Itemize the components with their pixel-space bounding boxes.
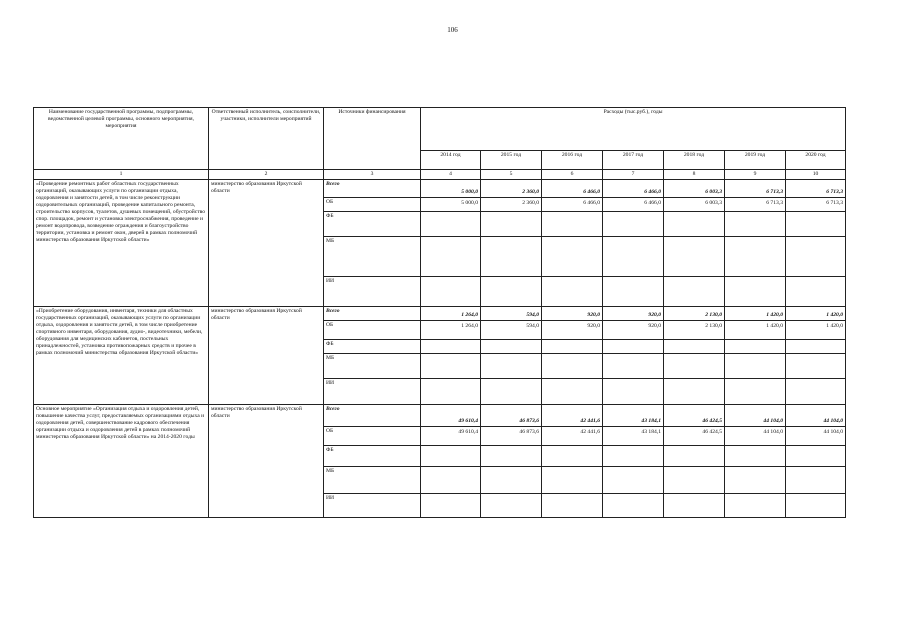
column-number: 5 xyxy=(481,170,542,180)
column-number: 9 xyxy=(725,170,786,180)
header-year: 2020 год xyxy=(786,151,846,170)
expense-value: 6 003,3 xyxy=(664,179,725,197)
expense-value xyxy=(481,378,542,404)
expense-value xyxy=(542,378,603,404)
header-year: 2016 год xyxy=(542,151,603,170)
expense-value xyxy=(603,276,664,306)
expense-value: 6 466,0 xyxy=(542,197,603,211)
expense-value xyxy=(664,445,725,466)
expense-value: 42 441,6 xyxy=(542,404,603,426)
expense-value: 42 441,6 xyxy=(542,426,603,445)
expense-value: 44 104,0 xyxy=(725,426,786,445)
funding-source: Всего xyxy=(324,404,421,426)
funding-source: ОБ xyxy=(324,197,421,211)
expense-value xyxy=(664,466,725,493)
expense-value: 46 424,5 xyxy=(664,426,725,445)
expense-value: 1 420,0 xyxy=(786,306,846,320)
funding-source: ФБ xyxy=(324,211,421,236)
expense-value xyxy=(481,339,542,353)
expense-value xyxy=(421,211,481,236)
executor-name: министерство образования Иркутской области xyxy=(209,404,324,517)
expense-value xyxy=(664,378,725,404)
expense-value xyxy=(542,466,603,493)
funding-source: МБ xyxy=(324,236,421,276)
expense-value xyxy=(603,353,664,378)
program-description: «Приобретение оборудования, инвентаря, техники для областных государственных организаций, оказывающих услуги по организации отдыха, оздоровления и занятости детей, в том числе приобретение спортивного инвентаря, оборудования, аудио-, видеотехники, мебели, оборудования для медицинских кабинетов, постельных принадлежностей, установка противопожарных средств и прочее в рамках полномочий министерства образования Иркутской области» xyxy=(34,306,209,404)
expense-value xyxy=(664,276,725,306)
expense-value xyxy=(725,211,786,236)
expense-value: 6 713,3 xyxy=(725,179,786,197)
expense-value xyxy=(603,493,664,517)
expense-value: 6 003,3 xyxy=(664,197,725,211)
expense-value: 6 466,0 xyxy=(603,197,664,211)
expense-value xyxy=(542,276,603,306)
budget-table xyxy=(33,107,846,518)
funding-source: ФБ xyxy=(324,445,421,466)
header-expenses: Расходы (тыс.руб.), годы xyxy=(421,108,846,151)
expense-value xyxy=(603,236,664,276)
expense-value xyxy=(542,211,603,236)
expense-value: 594,0 xyxy=(481,320,542,339)
funding-source: МБ xyxy=(324,353,421,378)
funding-source: ИИ xyxy=(324,378,421,404)
expense-value xyxy=(603,339,664,353)
expense-value: 2 130,0 xyxy=(664,320,725,339)
header-year: 2015 год xyxy=(481,151,542,170)
page-number: 106 xyxy=(447,26,458,34)
expense-value xyxy=(786,466,846,493)
expense-value xyxy=(421,353,481,378)
expense-value: 2 360,0 xyxy=(481,179,542,197)
expense-value xyxy=(664,339,725,353)
expense-value xyxy=(481,445,542,466)
expense-value xyxy=(542,353,603,378)
column-number: 3 xyxy=(324,170,421,180)
column-number: 8 xyxy=(664,170,725,180)
expense-value xyxy=(725,445,786,466)
expense-value xyxy=(664,493,725,517)
header-year: 2014 год xyxy=(421,151,481,170)
expense-value xyxy=(786,378,846,404)
funding-source: Всего xyxy=(324,306,421,320)
expense-value xyxy=(725,276,786,306)
expense-value xyxy=(542,445,603,466)
header-year: 2019 год xyxy=(725,151,786,170)
expense-value: 1 264,0 xyxy=(421,320,481,339)
expense-value xyxy=(603,378,664,404)
expense-value xyxy=(725,378,786,404)
expense-value xyxy=(786,353,846,378)
column-number: 10 xyxy=(786,170,846,180)
executor-name: министерство образования Иркутской области xyxy=(209,306,324,404)
expense-value xyxy=(786,236,846,276)
expense-value xyxy=(664,211,725,236)
expense-value: 1 420,0 xyxy=(786,320,846,339)
expense-value xyxy=(481,211,542,236)
table-body xyxy=(34,179,846,517)
expense-value: 43 184,1 xyxy=(603,404,664,426)
expense-value xyxy=(481,276,542,306)
expense-value: 920,0 xyxy=(603,306,664,320)
header-program: Наименование государственной программы, подпрограммы, ведомственной целевой программы, основного мероприятия, мероприятия xyxy=(34,108,209,170)
expense-value: 43 184,1 xyxy=(603,426,664,445)
expense-value: 5 000,0 xyxy=(421,179,481,197)
column-number: 1 xyxy=(34,170,209,180)
expense-value: 1 420,0 xyxy=(725,306,786,320)
expense-value xyxy=(481,353,542,378)
funding-source: ОБ xyxy=(324,426,421,445)
expense-value xyxy=(786,339,846,353)
expense-value xyxy=(421,466,481,493)
column-number: 2 xyxy=(209,170,324,180)
expense-value: 49 610,4 xyxy=(421,404,481,426)
expense-value xyxy=(725,493,786,517)
column-number: 6 xyxy=(542,170,603,180)
expense-value: 6 466,0 xyxy=(542,179,603,197)
expense-value: 1 264,0 xyxy=(421,306,481,320)
expense-value xyxy=(786,445,846,466)
expense-value xyxy=(603,466,664,493)
expense-value xyxy=(542,236,603,276)
expense-value: 44 104,0 xyxy=(786,426,846,445)
expense-value: 2 360,0 xyxy=(481,197,542,211)
expense-value: 46 873,6 xyxy=(481,426,542,445)
header-executor: Ответственный исполнитель, соисполнители, участники, исполнители мероприятий xyxy=(209,108,324,170)
expense-value xyxy=(603,445,664,466)
expense-value: 6 713,3 xyxy=(725,197,786,211)
funding-source: ИИ xyxy=(324,493,421,517)
expense-value xyxy=(421,339,481,353)
program-description: Основное мероприятие «Организация отдыха и оздоровления детей, повышение качества услуг, предоставляемых организациями отдыха и оздоровления детей, совершенствование кадрового обеспечения организации отдыха и оздоровления детей в рамках полномочий министерства образования Иркутской области» на 2014-2020 годы xyxy=(34,404,209,517)
expense-value: 594,0 xyxy=(481,306,542,320)
column-number: 4 xyxy=(421,170,481,180)
funding-source: ОБ xyxy=(324,320,421,339)
expense-value: 5 000,0 xyxy=(421,197,481,211)
expense-value xyxy=(481,493,542,517)
table-row xyxy=(34,306,846,320)
expense-value xyxy=(725,339,786,353)
expense-value: 6 713,3 xyxy=(786,179,846,197)
expense-value: 920,0 xyxy=(603,320,664,339)
funding-source: ИИ xyxy=(324,276,421,306)
expense-value xyxy=(542,493,603,517)
expense-value xyxy=(421,276,481,306)
expense-value: 46 873,6 xyxy=(481,404,542,426)
expense-value xyxy=(481,236,542,276)
expense-value xyxy=(664,353,725,378)
funding-source: ФБ xyxy=(324,339,421,353)
expense-value: 6 713,3 xyxy=(786,197,846,211)
header-year: 2017 год xyxy=(603,151,664,170)
expense-value xyxy=(786,276,846,306)
expense-value xyxy=(725,466,786,493)
expense-value: 1 420,0 xyxy=(725,320,786,339)
header-source: Источники финансирования xyxy=(324,108,421,170)
expense-value xyxy=(603,211,664,236)
expense-value: 6 466,0 xyxy=(603,179,664,197)
expense-value: 46 424,5 xyxy=(664,404,725,426)
expense-value xyxy=(421,236,481,276)
program-description: «Проведение ремонтных работ областных государственных организаций, оказывающих услуги по организации отдыха, оздоровления и занятости детей, в том числе реконструкции оздоровительных организаций, проведение капитального ремонта, строительство корпусов, туалетов, душевых помещений, обустройство спор. площадок, ремонт и установка электроснабжения, проведение и ремонт водопровода, возведение ограждения и благоустройство территории, установка и ремонт окон, дверей в рамках полномочий министерства образования Иркутской области» xyxy=(34,179,209,306)
expense-value: 49 610,4 xyxy=(421,426,481,445)
expense-value: 44 104,0 xyxy=(725,404,786,426)
expense-value xyxy=(664,236,725,276)
expense-value xyxy=(421,493,481,517)
expense-value: 920,0 xyxy=(542,320,603,339)
expense-value xyxy=(421,378,481,404)
expense-value xyxy=(725,236,786,276)
funding-source: МБ xyxy=(324,466,421,493)
expense-value xyxy=(786,493,846,517)
expense-value xyxy=(786,211,846,236)
expense-value: 920,0 xyxy=(542,306,603,320)
column-number: 7 xyxy=(603,170,664,180)
executor-name: министерство образования Иркутской области xyxy=(209,179,324,306)
table-row xyxy=(34,404,846,426)
expense-value: 2 130,0 xyxy=(664,306,725,320)
expense-value: 44 104,0 xyxy=(786,404,846,426)
table-row xyxy=(34,179,846,197)
header-year: 2018 год xyxy=(664,151,725,170)
expense-value xyxy=(421,445,481,466)
funding-source: Всего xyxy=(324,179,421,197)
expense-value xyxy=(542,339,603,353)
expense-value xyxy=(725,353,786,378)
expense-value xyxy=(481,466,542,493)
